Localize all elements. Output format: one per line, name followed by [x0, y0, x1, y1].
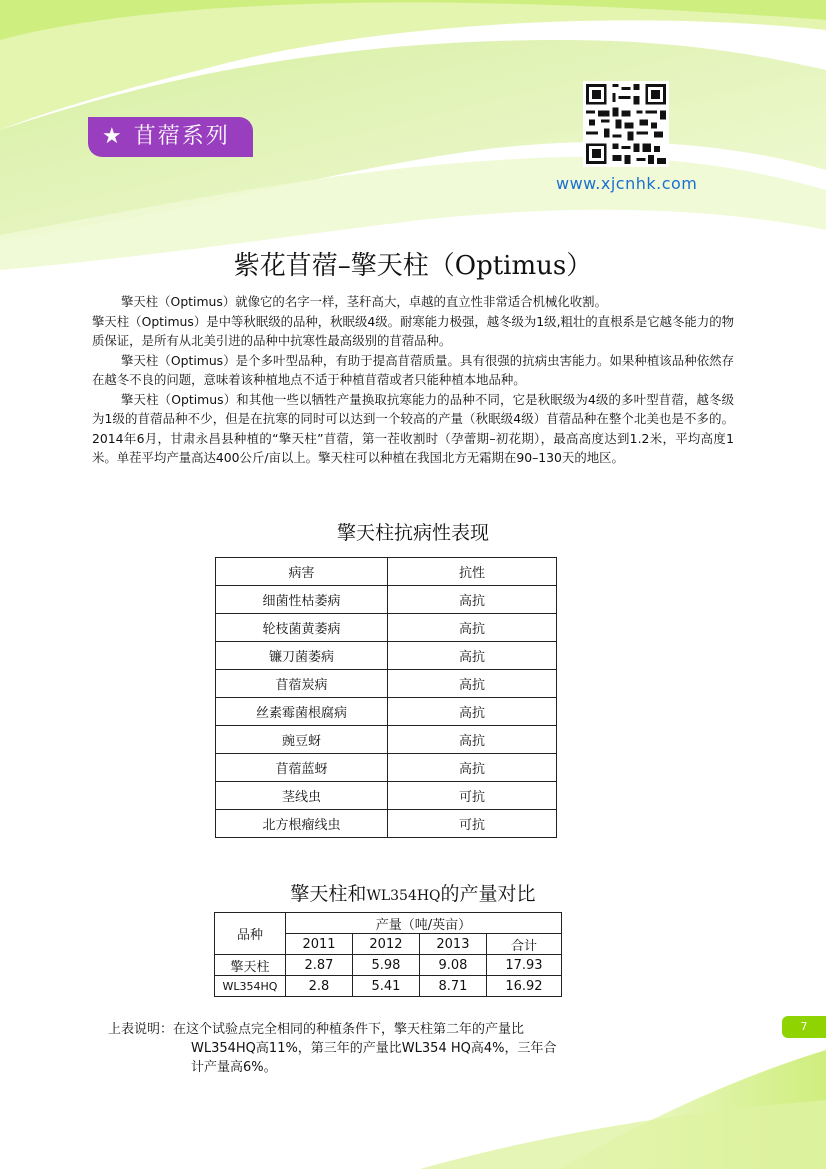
star-icon: ★ [102, 124, 124, 149]
table-cell: 高抗 [388, 726, 557, 754]
table-cell: 苜蓿炭病 [216, 670, 388, 698]
table-cell: 高抗 [388, 614, 557, 642]
paragraph: 擎天柱（Optimus）和其他一些以牺牲产量换取抗寒能力的品种不同，它是秋眠级为4级的多叶型苜蓿，越冬级为1级的苜蓿品种不少，但是在抗寒的同时可以达到一个较高的产量（秋眠级4级）苜蓿品种在整个北美也是不多的。2014年6月，甘肃永昌县种植的“擎天柱”苜蓿，第一茬收割时（孕蕾期–初花期），最高高度达到1.2米，平均高度1米。单茬平均产量高达400公斤/亩以上。擎天柱可以种植在我国北方无霜期在90–130天的地区。 [92, 391, 734, 465]
resistance-table [215, 557, 557, 838]
table-cell: 16.92 [486, 976, 561, 997]
description-body [92, 292, 734, 468]
table-cell: 细菌性枯萎病 [216, 586, 388, 614]
column-header: 2012 [352, 934, 419, 955]
table-row [216, 754, 557, 782]
column-header: 产量（吨/英亩） [286, 913, 562, 934]
note-line: 在这个试验点完全相同的种植条件下，擎天柱第二年的产量比 [173, 1022, 525, 1037]
table-row [216, 782, 557, 810]
note-line: 计产量高6%。 [191, 1060, 277, 1075]
table-header-row [216, 558, 557, 586]
page-title: 紫花苜蓿–擎天柱（Optimus） [233, 251, 593, 281]
table-cell: 丝素霉菌根腐病 [216, 698, 388, 726]
table-cell: 17.93 [486, 955, 561, 976]
table-row [215, 955, 562, 976]
table-cell: 高抗 [388, 754, 557, 782]
paragraph: 擎天柱（Optimus）是中等秋眠级的品种，秋眠级4级。耐寒能力极强，越冬级为1级,粗壮的直根系是它越冬能力的物质保证，是所有从北美引进的品种中抗寒性最高级别的苜蓿品种。 [92, 313, 734, 348]
yield-table-heading [0, 879, 826, 906]
table-cell: 可抗 [388, 782, 557, 810]
table-row [216, 642, 557, 670]
column-header: 2011 [286, 934, 353, 955]
heading-part: 的产量对比 [440, 883, 536, 905]
table-note [108, 1020, 668, 1077]
table-row [216, 726, 557, 754]
column-header: 品种 [215, 913, 286, 955]
heading-part: 擎天柱和 [290, 883, 367, 905]
section-badge-label: 苜蓿系列 [133, 124, 230, 149]
table-row [216, 810, 557, 838]
note-label: 上表说明： [108, 1022, 174, 1037]
table-cell: 豌豆蚜 [216, 726, 388, 754]
table-cell: 茎线虫 [216, 782, 388, 810]
resistance-table-heading: 擎天柱抗病性表现 [336, 522, 489, 544]
table-header-row [215, 913, 562, 934]
paragraph: 擎天柱（Optimus）是个多叶型品种，有助于提高苜蓿质量。具有很强的抗病虫害能力。如果种植该品种依然存在越冬不良的问题，意味着该种植地点不适于种植苜蓿或者只能种植本地品种。 [92, 352, 734, 387]
table-cell: 5.98 [352, 955, 419, 976]
table-cell: 镰刀菌萎病 [216, 642, 388, 670]
column-header: 病害 [216, 558, 388, 586]
table-cell: WL354HQ [215, 976, 286, 997]
table-cell: 高抗 [388, 642, 557, 670]
table-cell: 可抗 [388, 810, 557, 838]
table-cell: 高抗 [388, 698, 557, 726]
table-row [216, 698, 557, 726]
paragraph: 擎天柱（Optimus）就像它的名字一样，茎秆高大，卓越的直立性非常适合机械化收割。 [121, 294, 607, 309]
table-cell: 苜蓿蓝蚜 [216, 754, 388, 782]
table-row [216, 670, 557, 698]
table-cell: 擎天柱 [215, 955, 286, 976]
column-header: 合计 [486, 934, 561, 955]
table-cell: 2.8 [286, 976, 353, 997]
column-header: 2013 [419, 934, 486, 955]
table-cell: 高抗 [388, 670, 557, 698]
table-cell: 8.71 [419, 976, 486, 997]
table-row [216, 586, 557, 614]
table-cell: 9.08 [419, 955, 486, 976]
table-cell: 北方根瘤线虫 [216, 810, 388, 838]
table-cell: 5.41 [352, 976, 419, 997]
website-link[interactable]: www.xjcnhk.com [556, 174, 698, 193]
qr-code-icon [581, 81, 671, 167]
page-number: 7 [782, 1016, 826, 1038]
yield-table [214, 912, 562, 997]
section-badge [88, 117, 253, 157]
note-row [108, 1020, 668, 1039]
table-row [215, 976, 562, 997]
heading-part: WL354HQ [366, 888, 441, 904]
table-cell: 2.87 [286, 955, 353, 976]
column-header: 抗性 [388, 558, 557, 586]
table-cell: 高抗 [388, 586, 557, 614]
table-cell: 轮枝菌黄萎病 [216, 614, 388, 642]
note-line: WL354HQ高11%，第三年的产量比WL354 HQ高4%，三年合 [191, 1041, 557, 1056]
table-row [216, 614, 557, 642]
